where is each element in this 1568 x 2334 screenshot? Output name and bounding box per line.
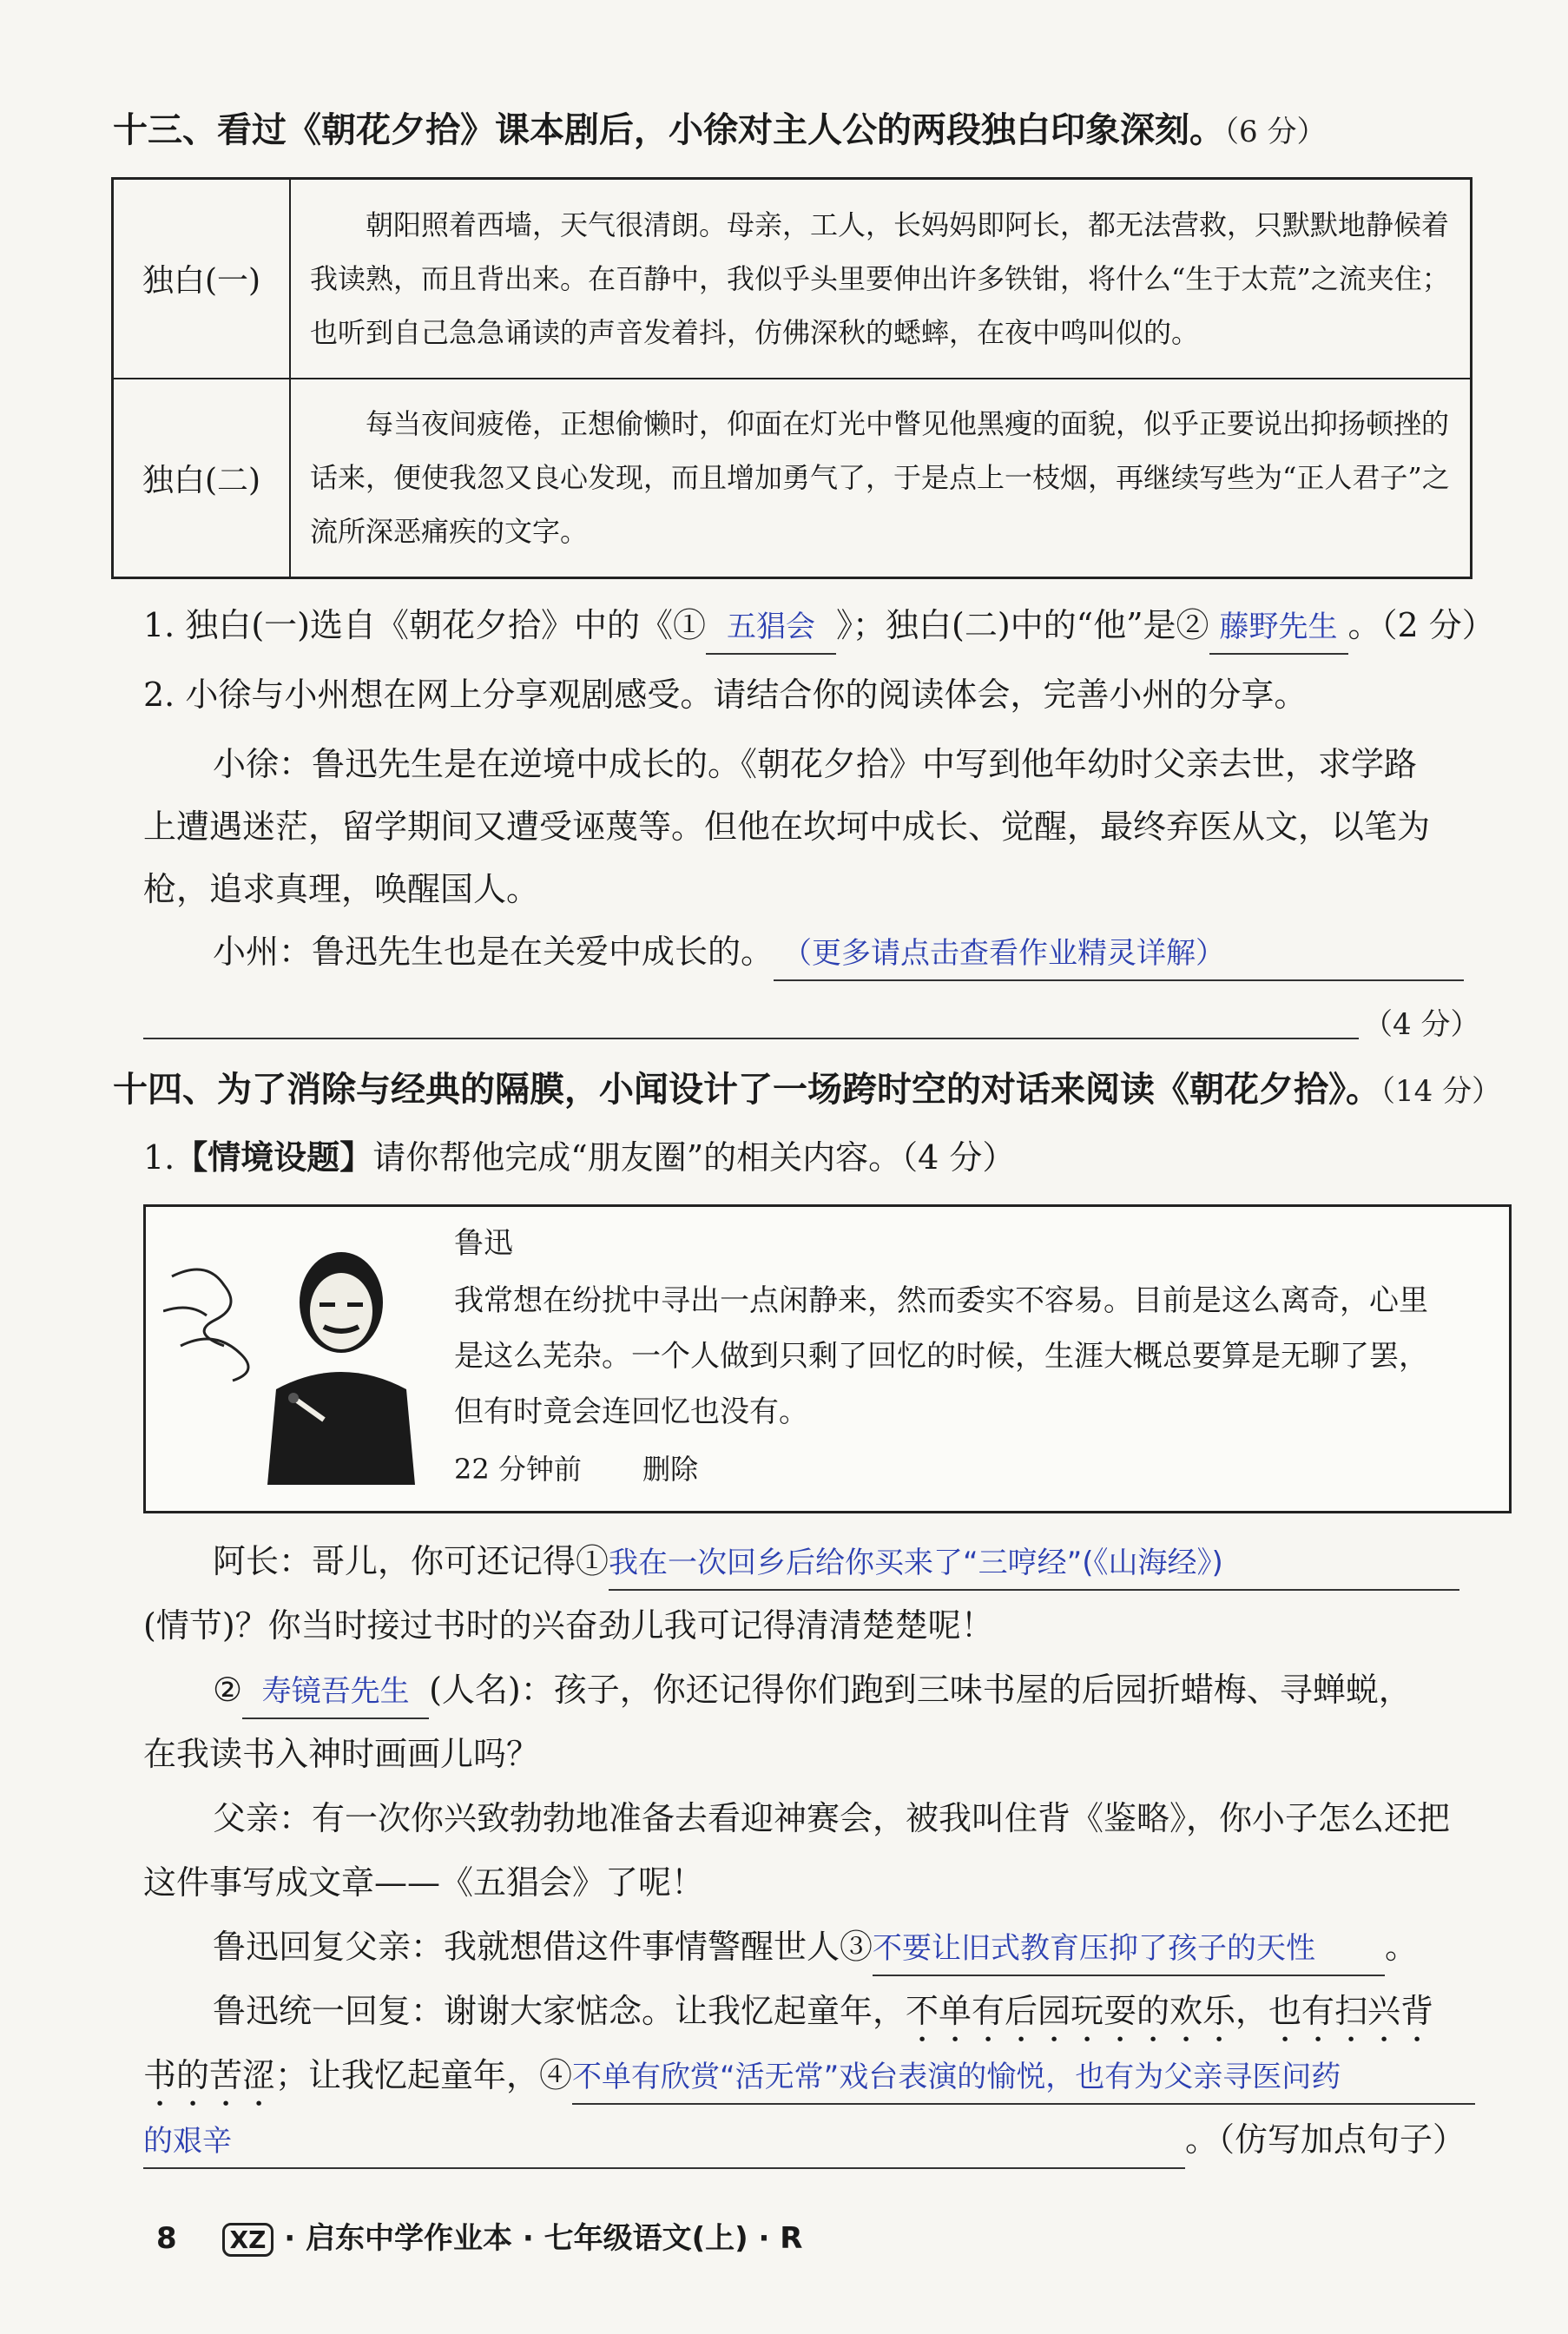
answer-achang[interactable]: 我在一次回乡后给你买来了“三哼经”(《山海经》) [609,1537,1459,1591]
reply-line [213,1921,1418,1976]
page-footer [156,2214,802,2257]
q13-item1-suffix: 。（2 分） [1347,606,1495,644]
second-marker: ② [213,1671,243,1709]
all-reply-2a-emphasis: 书的苦涩 [143,2056,276,2094]
all-reply-2b: ；让我忆起童年，④ [275,2056,573,2094]
monologue-table [111,177,1472,579]
monologue-2-label: 独白(二) [113,379,291,578]
moments-line-1: 我常想在纷扰中寻出一点闲静来，然而委实不容易。目前是这么离奇，心里 [454,1283,1428,1318]
all-reply-line-1 [213,1985,1433,2049]
achang-prefix: 阿长：哥儿，你可还记得① [213,1542,609,1580]
answer-2[interactable]: 藤野先生 [1209,601,1348,655]
q13-title-text: 十三、看过《朝花夕拾》课本剧后，小徐对主人公的两段独白印象深刻。 [113,110,1224,150]
all-reply-line-3 [143,2113,1466,2169]
q14-score: （14 分） [1380,1074,1502,1109]
moments-post [143,1204,1512,1513]
moments-meta [454,1443,698,1495]
monologue-2-text: 每当夜间疲倦，正想偷懒时，仰面在灯光中瞥见他黑瘦的面貌，似乎正要说出抑扬顿挫的话来，便使我忽又良心发现，而且增加勇气了，于是点上一枝烟，再继续写些为“正人君子”之流所深恶痛疾的文字。 [290,379,1472,578]
q14-item1-prompt: 请你帮他完成“朋友圈”的相关内容。（4 分） [372,1138,1016,1177]
moments-line-3: 但有时竟会连回忆也没有。 [454,1394,808,1429]
monologue-1-text: 朝阳照着西墙，天气很清朗。母亲，工人，长妈妈即阿长，都无法营救，只默默地静候着我读熟，而且背出来。在百静中，我似乎头里要伸出许多铁钳，将什么“生于太荒”之流夹住；也听到自己急急诵读的声音发着抖，仿佛深秋的蟋蟀，在夜中鸣叫似的。 [290,179,1472,379]
q13-item1-mid: 》；独白(二)中的“他”是② [836,606,1209,644]
reply-prefix: 鲁迅回复父亲：我就想借这件事情警醒世人③ [213,1928,873,1966]
achang-suffix: (情节)？你当时接过书时的兴奋劲儿我可记得清清楚楚呢！ [143,1606,994,1645]
answer-1[interactable]: 五猖会 [706,601,836,655]
all-reply-1a: 鲁迅统一回复：谢谢大家惦念。让我忆起童年， [213,1992,906,2030]
publisher-badge: XZ [222,2223,274,2257]
q14-title-text: 十四、为了消除与经典的隔膜，小闻设计了一场跨时空的对话来阅读《朝花夕拾》。 [113,1070,1380,1110]
all-reply-line-2 [143,2049,1475,2113]
zhou-text: 小州：鲁迅先生也是在关爱中成长的。 [213,933,774,971]
monologue-1-label: 独白(一) [113,179,291,379]
moments-line-2: 是这么芜杂。一个人做到只剩了回忆的时候，生涯大概总要算是无聊了罢， [454,1339,1428,1374]
zhou-answer[interactable]: （更多请点击查看作业精灵详解） [774,927,1464,981]
xu-line-1: 小徐：鲁迅先生是在逆境中成长的。《朝花夕拾》中写到他年幼时父亲去世，求学路 [213,745,1418,783]
xu-line-2: 上遭遇迷茫，留学期间又遭受诬蔑等。但他在坎坷中成长、觉醒，最终弃医从文，以笔为 [143,808,1431,846]
moments-delete-link[interactable]: 删除 [642,1453,699,1486]
answer-teacher-name[interactable]: 寿镜吾先生 [242,1665,429,1719]
father-line-2: 这件事写成文章——《五猖会》了呢！ [143,1863,705,1902]
answer-imitation-1[interactable]: 不单有欣赏“活无常”戏台表演的愉悦，也有为父亲寻医问药 [572,2051,1475,2105]
q14-title [113,1064,1501,1118]
q13-title [113,104,1326,158]
zhou-line [213,926,1464,981]
second-line-2: 在我读书入神时画画儿吗？ [143,1735,540,1773]
xu-line-3: 枪，追求真理，唤醒国人。 [143,870,540,908]
father-line-1: 父亲：有一次你兴致勃勃地准备去看迎神赛会，被我叫住背《鉴略》，你小子怎么还把 [213,1799,1451,1837]
moments-author: 鲁迅 [454,1226,513,1261]
lu-xun-portrait-image [163,1224,424,1485]
q14-item1 [143,1131,1015,1183]
q14-item1-num: 1. [143,1138,175,1177]
answer-reply[interactable]: 不要让旧式教育压抑了孩子的天性 [873,1922,1385,1976]
achang-line [213,1535,1459,1591]
answer-imitation-2[interactable]: 的艰辛 [143,2115,1185,2169]
q14-item1-tag: 【情境设题】 [175,1138,373,1177]
q13-item1 [143,599,1495,655]
second-line-1: (人名)：孩子，你还记得你们跑到三味书屋的后园折蜡梅、寻蝉蜕， [429,1671,1412,1709]
q13-item1-prefix: 1. 独白(一)选自《朝花夕拾》中的《① [143,606,706,644]
second-speaker-line [213,1664,1412,1719]
q13-score: （6 分） [1224,115,1327,149]
all-reply-suffix: 。（仿写加点句子） [1185,2120,1466,2159]
q13-item2-prompt: 2. 小徐与小州想在网上分享观剧感受。请结合你的阅读体会，完善小州的分享。 [143,676,1308,714]
footer-title: · 启东中学作业本 · 七年级语文(上) · R [284,2221,803,2256]
page-number: 8 [156,2221,177,2256]
answer-blank-line[interactable] [143,1038,1359,1039]
moments-time: 22 分钟前 [454,1453,582,1486]
reply-suffix: 。 [1385,1928,1419,1966]
q13-item2-score: （4 分） [1363,1007,1480,1042]
all-reply-1b-emphasis: 不单有后园玩耍的欢乐，也有扫兴背 [906,1992,1434,2030]
